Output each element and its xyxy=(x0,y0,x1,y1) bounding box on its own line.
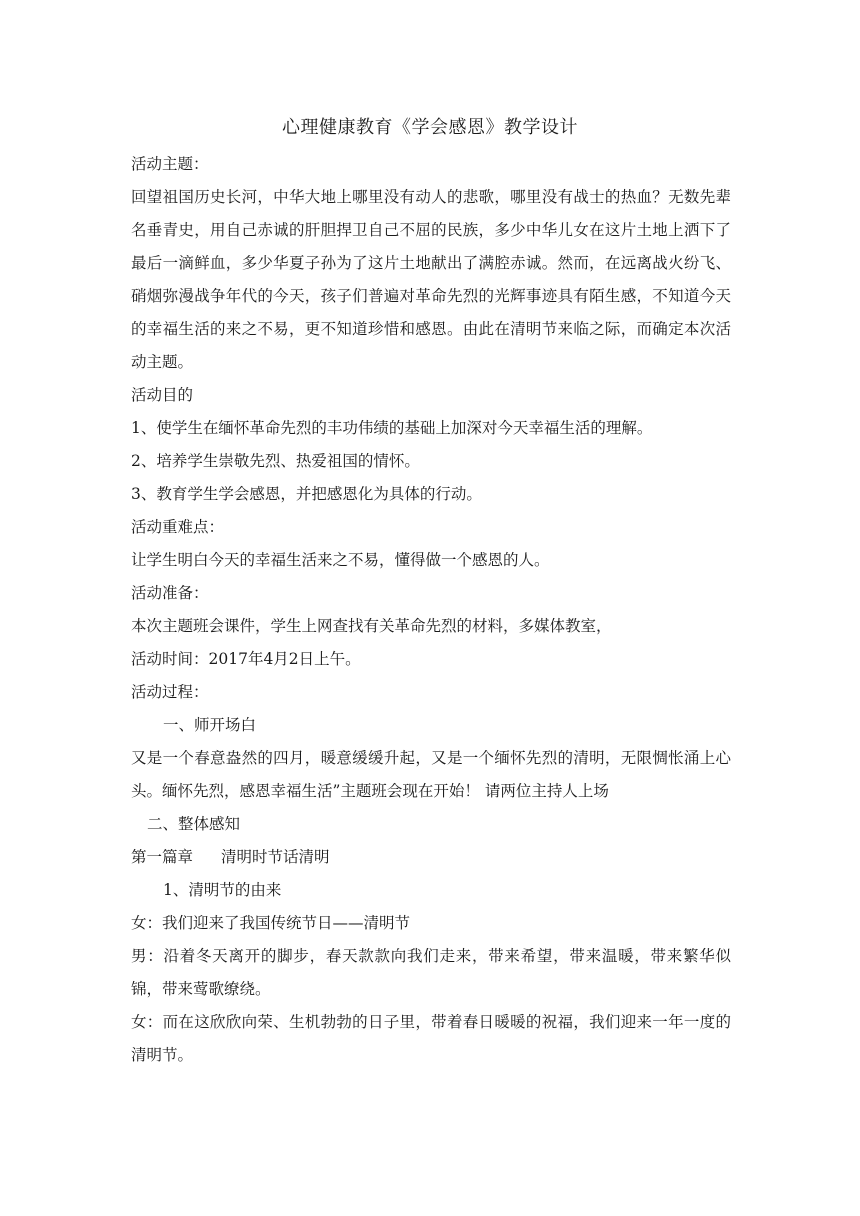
step-1-heading: 一、师开场白 xyxy=(163,716,257,734)
goal-item-2: 2、培养学生崇敬先烈、热爱祖国的情怀。 xyxy=(131,452,420,470)
dialogue-female-2: 女：而在这欣欣向荣、生机勃勃的日子里，带着春日暖暖的祝福，我们迎来一年一度的清明节。 xyxy=(131,1013,731,1064)
step-1-paragraph: 又是一个春意盎然的四月，暖意缓缓升起，又是一个缅怀先烈的清明，无限惆怅涌上心头。缅怀先烈，感恩幸福生活”主题班会现在开始！ 请两位主持人上场 xyxy=(131,749,731,800)
chapter-title: 清明时节话清明 xyxy=(221,848,330,866)
step-2-heading: 二、整体感知 xyxy=(147,815,241,833)
goal-item-1: 1、使学生在缅怀革命先烈的丰功伟绩的基础上加深对今天幸福生活的理解。 xyxy=(131,419,653,437)
chapter-line xyxy=(131,841,731,874)
goal-heading: 活动目的 xyxy=(131,386,194,404)
goal-item-3: 3、教育学生学会感恩，并把感恩化为具体的行动。 xyxy=(131,485,482,503)
sub-heading-1: 1、清明节的由来 xyxy=(163,881,282,899)
document-title: 心理健康教育《学会感恩》教学设计 xyxy=(282,117,578,138)
time-paragraph: 活动时间：2017年4月2日上午。 xyxy=(131,650,361,668)
prep-paragraph: 本次主题班会课件，学生上网查找有关革命先烈的材料，多媒体教室， xyxy=(131,617,612,635)
theme-paragraph: 回望祖国历史长河，中华大地上哪里没有动人的悲歌，哪里没有战士的热血？无数先辈名垂青史，用自己赤诚的肝胆捍卫自己不屈的民族，多少中华儿女在这片土地上洒下了最后一滴鲜血，多少华夏子孙为了这片土地献出了满腔赤诚。然而，在远离战火纷飞、硝烟弥漫战争年代的今天，孩子们普遍对革命先烈的光辉事迹具有陌生感，不知道今天的幸福生活的来之不易，更不知道珍惜和感恩。由此在清明节来临之际，而确定本次活动主题。 xyxy=(131,188,731,371)
key-paragraph: 让学生明白今天的幸福生活来之不易，懂得做一个感恩的人。 xyxy=(131,551,550,569)
process-heading: 活动过程： xyxy=(131,683,209,701)
chapter-label: 第一篇章 xyxy=(131,848,194,866)
dialogue-female-1: 女：我们迎来了我国传统节日——清明节 xyxy=(131,914,411,932)
theme-heading: 活动主题： xyxy=(131,155,209,173)
document-body xyxy=(131,148,731,1072)
dialogue-male-1: 男：沿着冬天离开的脚步，春天款款向我们走来，带来希望，带来温暖，带来繁华似锦，带来莺歌缭绕。 xyxy=(131,947,731,998)
key-heading: 活动重难点： xyxy=(131,518,225,536)
prep-heading: 活动准备： xyxy=(131,584,209,602)
